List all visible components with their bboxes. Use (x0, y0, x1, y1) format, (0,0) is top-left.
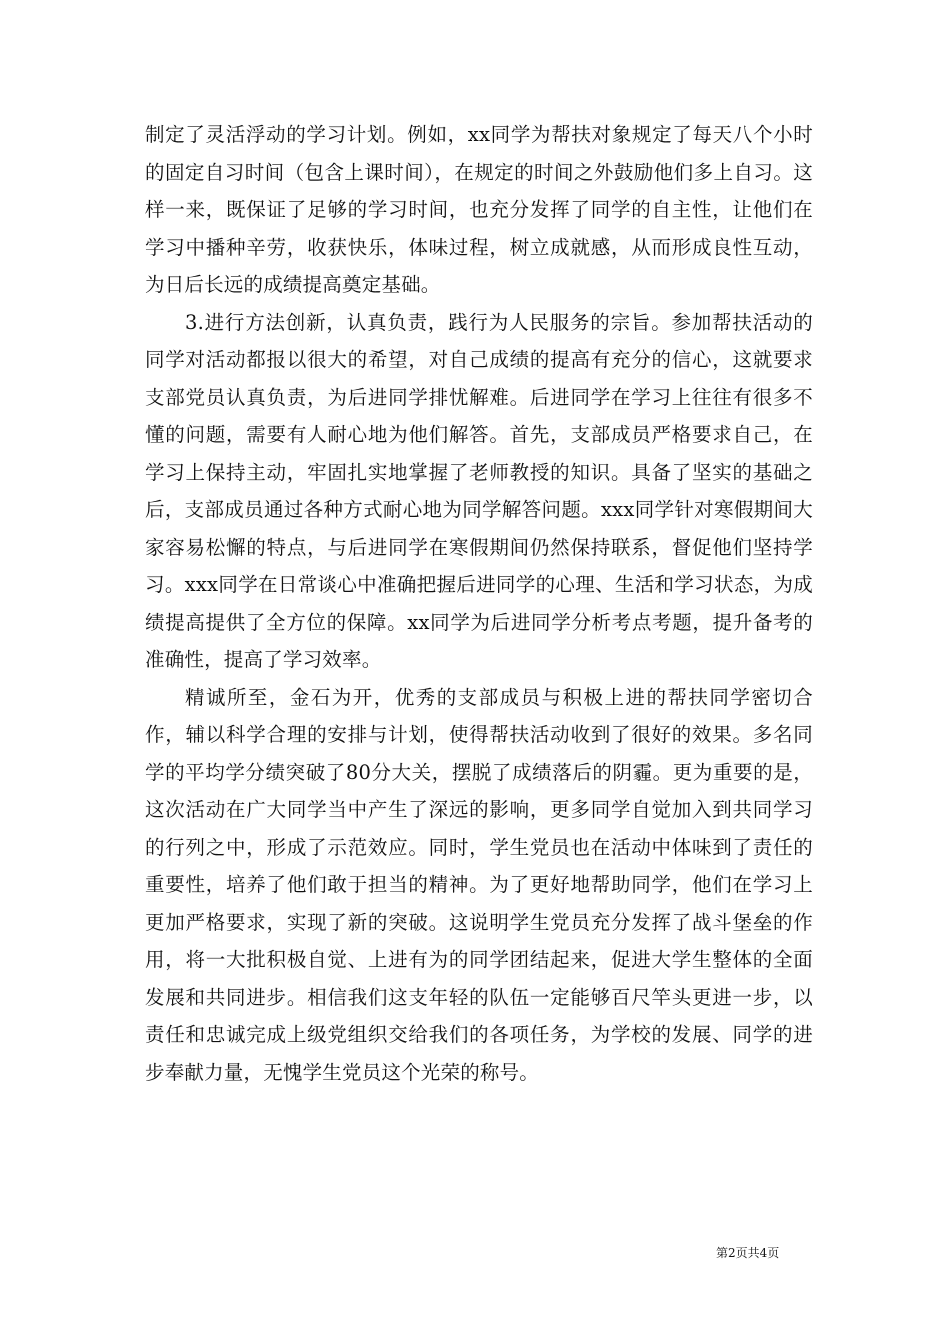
page-number: 第2页共4页 (716, 1246, 780, 1260)
paragraph-conclusion: 精诚所至，金石为开，优秀的支部成员与积极上进的帮扶同学密切合作，辅以科学合理的安排与计划，使得帮扶活动收到了很好的效果。多名同学的平均学分绩突破了80分大关，摆脱了成绩落后的阴霾。更为重要的是，这次活动在广大同学当中产生了深远的影响，更多同学自觉加入到共同学习的行列之中，形成了示范效应。同时，学生党员也在活动中体味到了责任的重要性，培养了他们敢于担当的精神。为了更好地帮助同学，他们在学习上更加严格要求，实现了新的突破。这说明学生党员充分发挥了战斗堡垒的作用，将一大批积极自觉、上进有为的同学团结起来，促进大学生整体的全面发展和共同进步。相信我们这支年轻的队伍一定能够百尺竿头更进一步，以责任和忠诚完成上级党组织交给我们的各项任务，为学校的发展、同学的进步奉献力量，无愧学生党员这个光荣的称号。 (145, 685, 813, 1084)
paragraph-method-innovation: 3.进行方法创新，认真负责，践行为人民服务的宗旨。参加帮扶活动的同学对活动都报以很大的希望，对自己成绩的提高有充分的信心，这就要求支部党员认真负责，为后进同学排忧解难。后进同学在学习上往往有很多不懂的问题，需要有人耐心地为他们解答。首先，支部成员严格要求自己，在学习上保持主动，牢固扎实地掌握了老师教授的知识。具备了坚实的基础之后，支部成员通过各种方式耐心地为同学解答问题。xxx同学针对寒假期间大家容易松懈的特点，与后进同学在寒假期间仍然保持联系，督促他们坚持学习。xxx同学在日常谈心中准确把握后进同学的心理、生活和学习状态，为成绩提高提供了全方位的保障。xx同学为后进同学分析考点考题，提升备考的准确性，提高了学习效率。 (145, 310, 813, 671)
paragraph-study-plan: 制定了灵活浮动的学习计划。例如，xx同学为帮扶对象规定了每天八个小时的固定自习时间（包含上课时间），在规定的时间之外鼓励他们多上自习。这样一来，既保证了足够的学习时间，也充分发挥了同学的自主性，让他们在学习中播种辛劳，收获快乐，体味过程，树立成就感，从而形成良性互动，为日后长远的成绩提高奠定基础。 (145, 123, 813, 296)
document-body (145, 116, 813, 1091)
